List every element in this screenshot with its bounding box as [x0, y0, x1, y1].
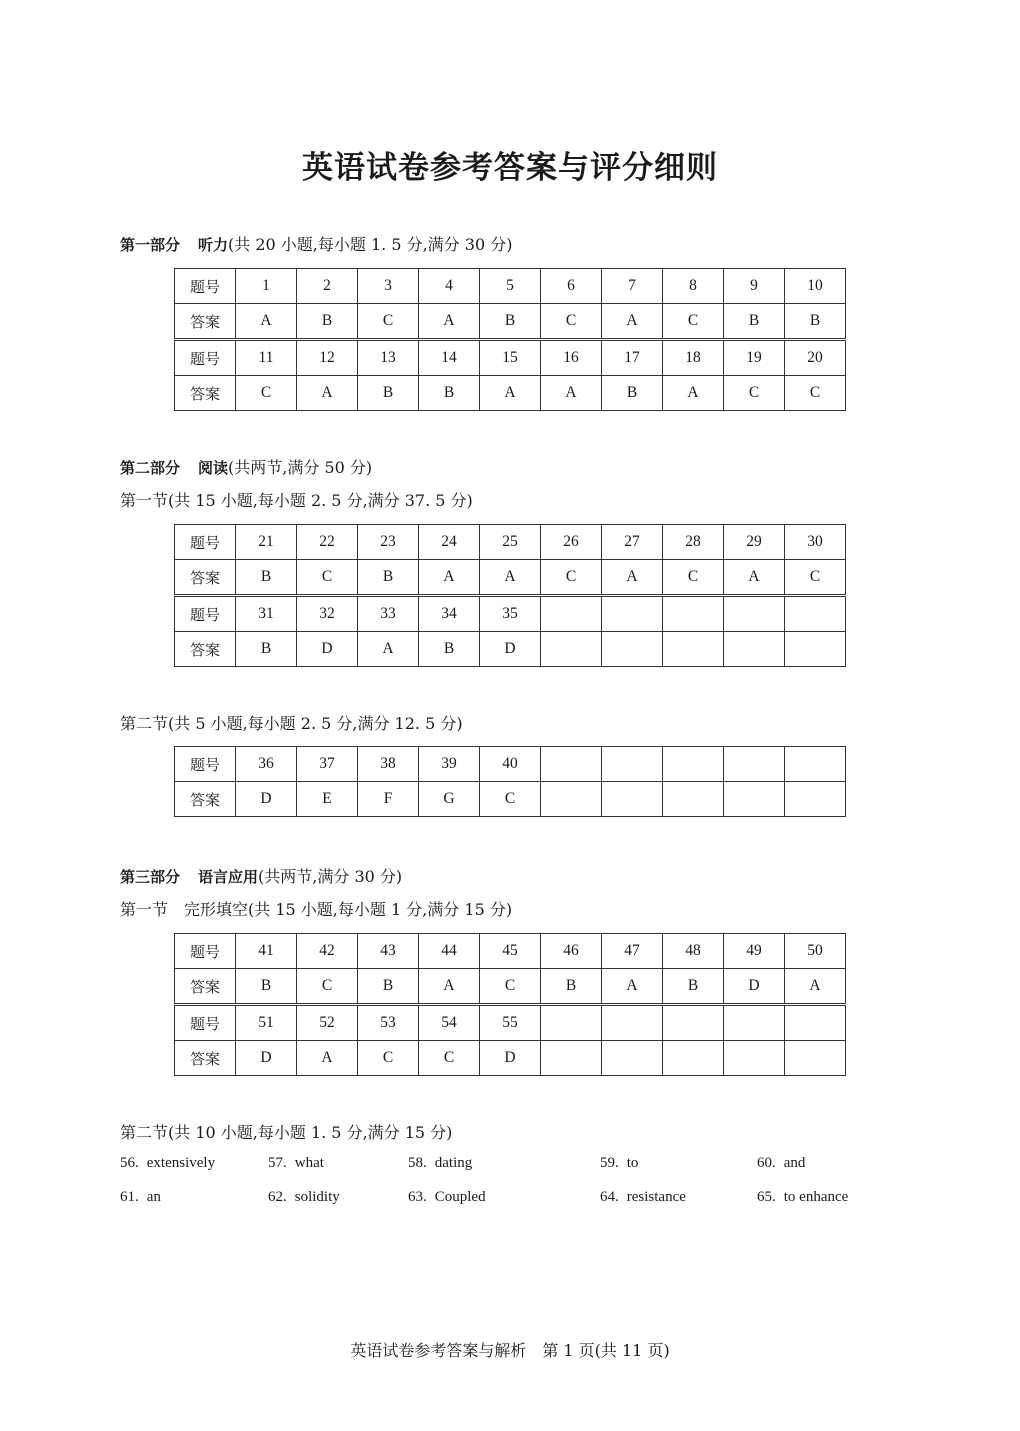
answer-cell: C	[785, 376, 846, 411]
question-row-label: 题号	[175, 525, 236, 560]
answer-row	[175, 376, 846, 411]
answer-cell	[663, 1041, 724, 1076]
question-cell: 23	[358, 525, 419, 560]
question-cell: 26	[541, 525, 602, 560]
question-cell: 52	[297, 1005, 358, 1041]
answer-cell: C	[480, 969, 541, 1005]
answer-cell: C	[297, 969, 358, 1005]
question-row-label: 题号	[175, 1005, 236, 1041]
question-cell: 45	[480, 934, 541, 969]
answer-row-label: 答案	[175, 560, 236, 596]
question-cell	[785, 747, 846, 782]
answer-row-label: 答案	[175, 376, 236, 411]
question-row	[175, 340, 846, 376]
question-cell: 11	[236, 340, 297, 376]
fill-answer	[408, 1155, 472, 1172]
fill-answer-text: to enhance	[783, 1189, 849, 1205]
question-cell: 25	[480, 525, 541, 560]
fill-answer-text: Coupled	[434, 1189, 486, 1205]
answer-cell	[541, 632, 602, 667]
question-cell	[541, 747, 602, 782]
question-cell: 48	[663, 934, 724, 969]
answer-cell	[724, 632, 785, 667]
answer-cell	[785, 632, 846, 667]
question-cell: 13	[358, 340, 419, 376]
question-cell: 32	[297, 596, 358, 632]
answer-cell	[541, 782, 602, 817]
answer-cell: B	[541, 969, 602, 1005]
question-cell: 1	[236, 269, 297, 304]
answer-cell: E	[297, 782, 358, 817]
answer-cell: A	[419, 560, 480, 596]
answer-cell: A	[785, 969, 846, 1005]
question-row-label: 题号	[175, 340, 236, 376]
question-cell	[724, 1005, 785, 1041]
answer-cell: B	[236, 560, 297, 596]
part1-answer-table	[174, 268, 846, 411]
answer-cell	[785, 1041, 846, 1076]
part1-desc: (共 20 小题,每小题 1. 5 分,满分 30 分)	[228, 235, 513, 254]
question-cell: 14	[419, 340, 480, 376]
fill-answer-number: 61.	[120, 1189, 139, 1205]
question-row-label: 题号	[175, 934, 236, 969]
fill-answer-number: 60.	[757, 1155, 776, 1171]
answer-row	[175, 560, 846, 596]
question-cell: 40	[480, 747, 541, 782]
question-cell: 24	[419, 525, 480, 560]
fill-answer-text: solidity	[294, 1189, 340, 1205]
answer-cell: D	[724, 969, 785, 1005]
question-cell	[663, 747, 724, 782]
answer-cell: D	[480, 1041, 541, 1076]
question-cell: 27	[602, 525, 663, 560]
fill-answer-number: 64.	[600, 1189, 619, 1205]
question-cell: 22	[297, 525, 358, 560]
answer-cell: B	[236, 969, 297, 1005]
fill-answer	[600, 1189, 686, 1206]
answer-row-label: 答案	[175, 304, 236, 340]
part3-sec2-title: 第二节(共 10 小题,每小题 1. 5 分,满分 15 分)	[120, 1123, 453, 1142]
part3-heading	[120, 864, 402, 887]
fill-answer	[757, 1189, 848, 1206]
answer-cell: C	[358, 304, 419, 340]
question-cell: 53	[358, 1005, 419, 1041]
answer-cell: C	[541, 304, 602, 340]
answer-cell	[602, 632, 663, 667]
question-cell: 36	[236, 747, 297, 782]
question-cell	[663, 1005, 724, 1041]
answer-cell: A	[724, 560, 785, 596]
answer-cell: B	[236, 632, 297, 667]
question-cell: 15	[480, 340, 541, 376]
answer-cell: A	[419, 304, 480, 340]
question-cell	[663, 596, 724, 632]
fill-answer-text: to	[626, 1155, 639, 1171]
question-row	[175, 934, 846, 969]
answer-cell: A	[480, 560, 541, 596]
question-cell: 33	[358, 596, 419, 632]
fill-answer-number: 59.	[600, 1155, 619, 1171]
answer-cell: B	[663, 969, 724, 1005]
question-cell: 18	[663, 340, 724, 376]
question-cell: 30	[785, 525, 846, 560]
fill-answer-number: 63.	[408, 1189, 427, 1205]
part3-label: 第三部分	[120, 868, 181, 886]
fill-answer	[757, 1155, 805, 1172]
answer-cell: A	[663, 376, 724, 411]
question-cell: 42	[297, 934, 358, 969]
answer-cell: G	[419, 782, 480, 817]
question-cell: 2	[297, 269, 358, 304]
page-footer: 英语试卷参考答案与解析 第 1 页(共 11 页)	[350, 1341, 670, 1360]
question-row	[175, 747, 846, 782]
answer-cell: C	[724, 376, 785, 411]
fill-answer-number: 56.	[120, 1155, 139, 1171]
answer-cell: A	[419, 969, 480, 1005]
question-cell: 49	[724, 934, 785, 969]
part3-sec1-title: 第一节 完形填空(共 15 小题,每小题 1 分,满分 15 分)	[120, 900, 513, 919]
question-cell: 3	[358, 269, 419, 304]
answer-cell: B	[602, 376, 663, 411]
question-cell: 46	[541, 934, 602, 969]
answer-cell: A	[358, 632, 419, 667]
question-cell: 7	[602, 269, 663, 304]
question-cell: 50	[785, 934, 846, 969]
question-cell	[785, 1005, 846, 1041]
answer-cell	[541, 1041, 602, 1076]
answer-cell: C	[236, 376, 297, 411]
fill-answer-text: what	[294, 1155, 324, 1171]
part3-name: 语言应用	[198, 868, 259, 886]
document-title: 英语试卷参考答案与评分细则	[302, 150, 718, 186]
fill-answer	[120, 1189, 161, 1206]
question-cell: 41	[236, 934, 297, 969]
answer-cell: F	[358, 782, 419, 817]
question-row	[175, 1005, 846, 1041]
answer-row	[175, 782, 846, 817]
fill-answer-text: extensively	[146, 1155, 216, 1171]
question-row-label: 题号	[175, 269, 236, 304]
question-cell	[541, 1005, 602, 1041]
answer-cell: B	[419, 632, 480, 667]
part2-sec2-answer-table	[174, 746, 846, 817]
question-cell: 55	[480, 1005, 541, 1041]
question-cell: 38	[358, 747, 419, 782]
question-cell	[541, 596, 602, 632]
question-cell	[724, 596, 785, 632]
answer-cell: B	[358, 376, 419, 411]
answer-cell: B	[419, 376, 480, 411]
question-cell: 43	[358, 934, 419, 969]
fill-answer-number: 58.	[408, 1155, 427, 1171]
answer-cell	[785, 782, 846, 817]
part2-sec1-answer-table	[174, 524, 846, 667]
answer-cell: A	[297, 1041, 358, 1076]
fill-answer	[268, 1189, 340, 1206]
question-row-label: 题号	[175, 596, 236, 632]
answer-row	[175, 632, 846, 667]
answer-cell: C	[663, 304, 724, 340]
question-cell: 37	[297, 747, 358, 782]
question-cell: 51	[236, 1005, 297, 1041]
part2-label: 第二部分	[120, 459, 181, 477]
question-cell: 5	[480, 269, 541, 304]
answer-cell: C	[785, 560, 846, 596]
answer-cell: A	[602, 560, 663, 596]
part3-sec1-answer-table	[174, 933, 846, 1076]
answer-cell: D	[480, 632, 541, 667]
answer-cell: A	[236, 304, 297, 340]
answer-cell: B	[358, 560, 419, 596]
answer-cell: B	[358, 969, 419, 1005]
question-cell: 17	[602, 340, 663, 376]
answer-cell: D	[297, 632, 358, 667]
fill-answer-text: dating	[434, 1155, 473, 1171]
question-cell	[602, 596, 663, 632]
answer-cell: A	[602, 304, 663, 340]
answer-cell	[602, 782, 663, 817]
part2-desc: (共两节,满分 50 分)	[228, 458, 373, 477]
answer-cell: A	[297, 376, 358, 411]
answer-cell: A	[480, 376, 541, 411]
fill-answer	[268, 1155, 324, 1172]
fill-answer	[120, 1155, 215, 1172]
answer-row	[175, 1041, 846, 1076]
answer-cell: C	[663, 560, 724, 596]
answer-cell: C	[358, 1041, 419, 1076]
answer-row-label: 答案	[175, 969, 236, 1005]
question-cell: 10	[785, 269, 846, 304]
fill-answer-text: and	[783, 1155, 806, 1171]
fill-answer-number: 62.	[268, 1189, 287, 1205]
question-cell: 29	[724, 525, 785, 560]
question-row	[175, 269, 846, 304]
answer-cell	[724, 782, 785, 817]
question-row	[175, 525, 846, 560]
answer-cell: C	[480, 782, 541, 817]
question-cell: 44	[419, 934, 480, 969]
question-cell: 28	[663, 525, 724, 560]
question-cell: 12	[297, 340, 358, 376]
fill-answer-text: resistance	[626, 1189, 686, 1205]
answer-cell: D	[236, 1041, 297, 1076]
part2-sec1-title: 第一节(共 15 小题,每小题 2. 5 分,满分 37. 5 分)	[120, 491, 473, 510]
question-cell: 34	[419, 596, 480, 632]
question-cell: 19	[724, 340, 785, 376]
part2-name: 阅读	[198, 459, 229, 477]
answer-cell: B	[480, 304, 541, 340]
part1-label: 第一部分	[120, 236, 181, 254]
answer-row-label: 答案	[175, 782, 236, 817]
fill-answer	[408, 1189, 486, 1206]
answer-cell	[663, 632, 724, 667]
answer-cell: C	[419, 1041, 480, 1076]
question-cell	[785, 596, 846, 632]
question-cell: 20	[785, 340, 846, 376]
question-cell: 8	[663, 269, 724, 304]
fill-answer	[600, 1155, 638, 1172]
question-cell: 54	[419, 1005, 480, 1041]
question-cell: 6	[541, 269, 602, 304]
question-cell: 39	[419, 747, 480, 782]
answer-row-label: 答案	[175, 632, 236, 667]
answer-cell: A	[541, 376, 602, 411]
question-row-label: 题号	[175, 747, 236, 782]
answer-cell: A	[602, 969, 663, 1005]
answer-row	[175, 304, 846, 340]
question-cell: 16	[541, 340, 602, 376]
answer-cell: D	[236, 782, 297, 817]
part2-heading	[120, 455, 372, 478]
question-cell: 21	[236, 525, 297, 560]
part2-sec2-title: 第二节(共 5 小题,每小题 2. 5 分,满分 12. 5 分)	[120, 714, 463, 733]
answer-cell: B	[297, 304, 358, 340]
question-cell: 47	[602, 934, 663, 969]
part3-desc: (共两节,满分 30 分)	[258, 867, 403, 886]
fill-answer-number: 65.	[757, 1189, 776, 1205]
question-row	[175, 596, 846, 632]
part1-heading	[120, 232, 512, 255]
answer-cell: C	[297, 560, 358, 596]
question-cell: 4	[419, 269, 480, 304]
answer-row	[175, 969, 846, 1005]
answer-cell	[663, 782, 724, 817]
question-cell	[724, 747, 785, 782]
answer-cell: B	[785, 304, 846, 340]
answer-cell: B	[724, 304, 785, 340]
answer-cell: C	[541, 560, 602, 596]
answer-cell	[724, 1041, 785, 1076]
part1-name: 听力	[198, 236, 229, 254]
question-cell: 35	[480, 596, 541, 632]
question-cell	[602, 1005, 663, 1041]
answer-cell	[602, 1041, 663, 1076]
fill-answer-text: an	[146, 1189, 161, 1205]
question-cell: 31	[236, 596, 297, 632]
answer-row-label: 答案	[175, 1041, 236, 1076]
fill-answer-number: 57.	[268, 1155, 287, 1171]
question-cell	[602, 747, 663, 782]
question-cell: 9	[724, 269, 785, 304]
